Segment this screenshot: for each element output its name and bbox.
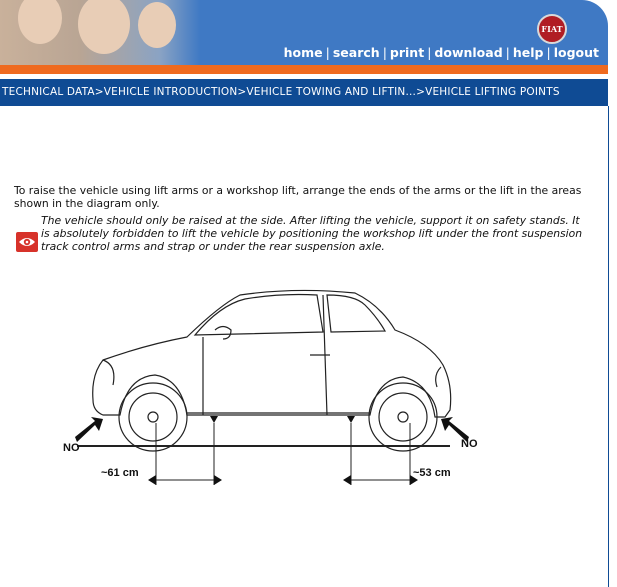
top-nav: home | search | print | download | help | logout <box>283 45 599 60</box>
front-dimension-label: ~61 cm <box>101 467 139 479</box>
site-header <box>0 0 608 65</box>
nav-help-link[interactable]: help <box>512 45 544 60</box>
no-label-right: NO <box>461 438 478 450</box>
eye-warning-icon <box>16 232 38 252</box>
rear-dimension-label: ~53 cm <box>413 467 451 479</box>
orange-stripe <box>0 65 608 74</box>
nav-logout-link[interactable]: logout <box>553 45 599 60</box>
content-border <box>608 106 609 587</box>
nav-home-link[interactable]: home <box>283 45 323 60</box>
no-arrow-left <box>75 417 103 442</box>
header-family-photo <box>0 0 200 65</box>
fiat-logo: FIAT <box>537 14 567 44</box>
nav-print-link[interactable]: print <box>389 45 425 60</box>
nav-download-link[interactable]: download <box>434 45 503 60</box>
breadcrumb: TECHNICAL DATA>VEHICLE INTRODUCTION>VEHICLE TOWING AND LIFTIN...>VEHICLE LIFTING POINTS <box>0 79 608 106</box>
warning-text: The vehicle should only be raised at the side. After lifting the vehicle, support it on safety stands. It is absolutely forbidden to lift the vehicle by positioning the workshop lift under the front suspension track control arms and strap or under the rear suspension axle. <box>41 214 583 253</box>
nav-search-link[interactable]: search <box>332 45 380 60</box>
vehicle-lifting-points-diagram <box>55 275 495 495</box>
no-label-left: NO <box>63 442 80 454</box>
intro-text: To raise the vehicle using lift arms or a workshop lift, arrange the ends of the arms or the lift in the areas shown in the diagram only. <box>14 184 582 210</box>
